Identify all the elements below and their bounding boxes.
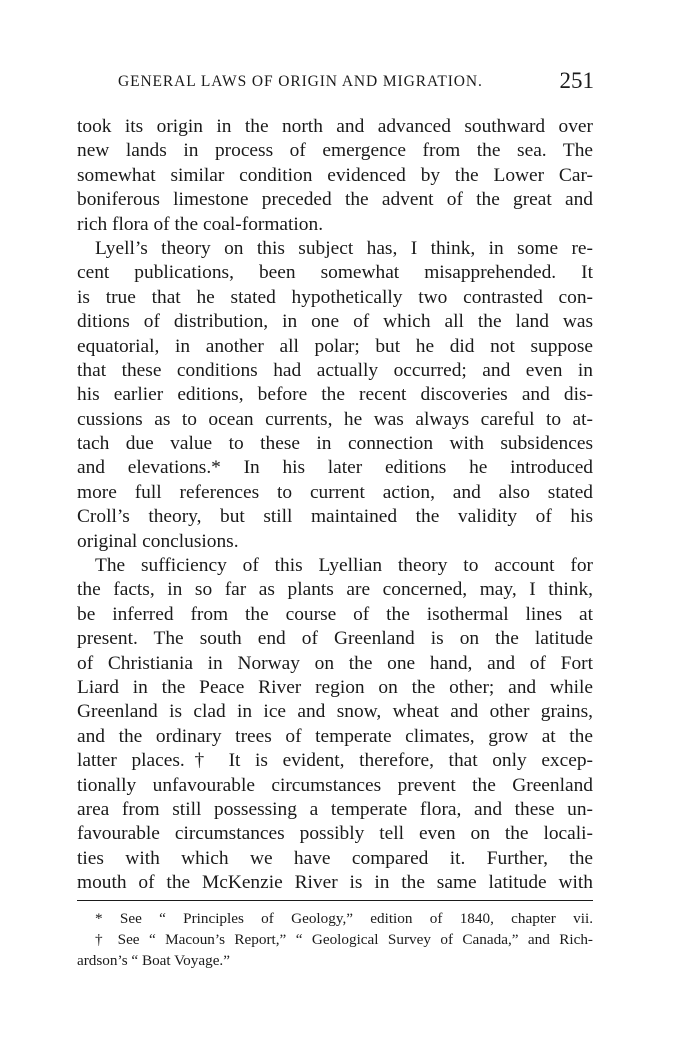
text-line: Croll’s theory, but still maintained the validity of his (77, 506, 593, 528)
footnote-line: * See “ Principles of Geology,” edition of 1840, chapter vii. (95, 910, 593, 927)
text-line: of Christiania in Norway on the one hand, and of Fort (77, 652, 593, 674)
paragraph-start-line: Lyell’s theory on this subject has, I think, in some re- (95, 237, 593, 259)
footnote-line: † See “ Macoun’s Report,” “ Geological Survey of Canada,” and Rich- (95, 931, 593, 948)
text-line: that these conditions had actually occurred; and even in (77, 359, 593, 381)
running-title: GENERAL LAWS OF ORIGIN AND MIGRATION. (118, 73, 483, 90)
text-line: his earlier editions, before the recent discoveries and dis- (77, 384, 593, 406)
text-line: the facts, in so far as plants are concerned, may, I think, (77, 579, 593, 601)
text-line: ditions of distribution, in one of which all the land was (77, 311, 593, 333)
text-line: favourable circumstances possibly tell even on the locali- (77, 823, 593, 845)
text-line: ties with which we have compared it. Further, the (77, 847, 593, 869)
text-line: be inferred from the course of the isothermal lines at (77, 603, 593, 625)
text-line: and the ordinary trees of temperate climates, grow at the (77, 725, 593, 747)
text-line: tach due value to these in connection with subsidences (77, 433, 593, 455)
text-line: rich flora of the coal-formation. (77, 213, 324, 235)
text-line: took its origin in the north and advanced southward over (77, 116, 593, 137)
text-line: is true that he stated hypothetically two contrasted con- (77, 286, 593, 308)
text-line: somewhat similar condition evidenced by the Lower Car- (77, 164, 593, 186)
footnotes (77, 908, 593, 971)
text-line: equatorial, in another all polar; but he did not suppose (77, 335, 593, 357)
footnote-line: ardson’s “ Boat Voyage.” (77, 952, 230, 969)
text-line: tionally unfavourable circumstances prevent the Greenland (77, 774, 593, 796)
text-line: more full references to current action, and also stated (77, 481, 593, 503)
text-line: new lands in process of emergence from the sea. The (77, 140, 593, 162)
text-line: latter places.† It is evident, therefore, that only excep- (77, 750, 593, 772)
page-number: 251 (559, 68, 594, 93)
body-text (77, 115, 593, 896)
text-line: Liard in the Peace River region on the other; and while (77, 676, 593, 698)
text-line: original conclusions. (77, 530, 239, 552)
paragraph-start-line: The sufficiency of this Lyellian theory to account for (95, 555, 593, 577)
running-head (76, 68, 594, 97)
footnote-divider (77, 900, 593, 901)
text-line: and elevations.* In his later editions he introduced (77, 457, 593, 479)
text-line: present. The south end of Greenland is on the latitude (77, 628, 593, 650)
text-line: mouth of the McKenzie River is in the same latitude with (77, 872, 593, 894)
text-line: boniferous limestone preceded the advent of the great and (77, 189, 593, 211)
text-line: cent publications, been somewhat misapprehended. It (77, 262, 593, 284)
text-line: Greenland is clad in ice and snow, wheat and other grains, (77, 701, 593, 723)
text-line: cussions as to ocean currents, he was always careful to at- (77, 408, 593, 430)
text-line: area from still possessing a temperate flora, and these un- (77, 798, 593, 820)
